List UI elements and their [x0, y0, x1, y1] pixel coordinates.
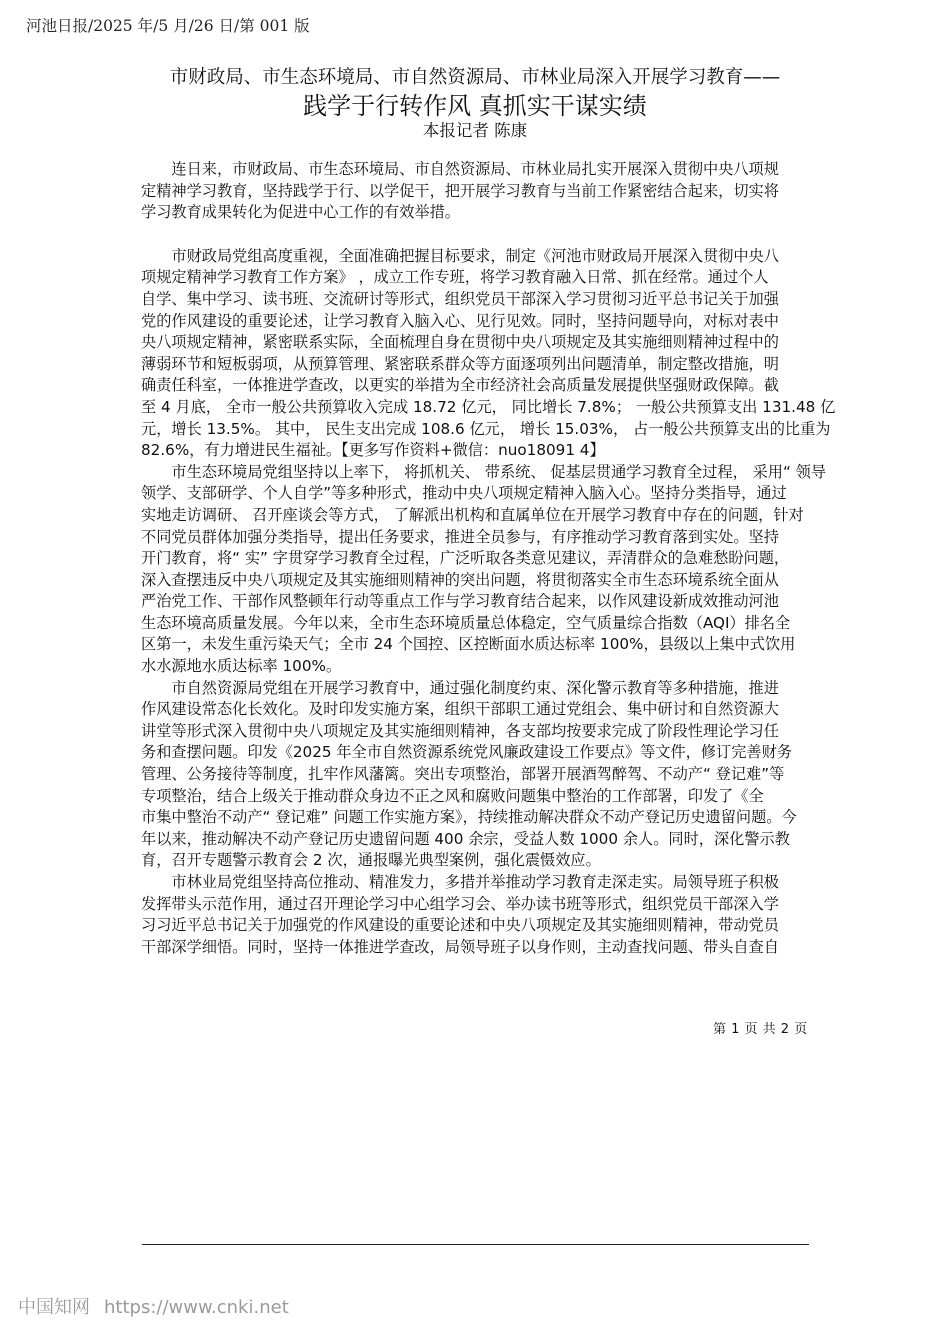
article-byline: 本报记者 陈康: [422, 121, 528, 140]
cnki-watermark: [18, 1293, 289, 1319]
article-subtitle: 市财政局、市生态环境局、市自然资源局、市林业局深入开展学习教育——: [169, 67, 781, 88]
paragraph-line: 区第一，未发生重污染天气；全市 24 个国控、区控断面水质达标率 100%，县级以上集中式饮用: [141, 635, 796, 654]
paragraph-line: 不同党员群体加强分类指导，提出任务要求，推进全员参与，有序推动学习教育落到实处。坚持: [141, 527, 779, 546]
paragraph-line: 育，召开专题警示教育会 2 次，通报曝光典型案例，强化震慑效应。: [141, 851, 601, 870]
paragraph-line: 元，增长 13.5%。 其中， 民生支出完成 108.6 亿元， 增长 15.03%， 占一般公共预算支出的比重为: [141, 419, 831, 438]
paragraph-line: 市财政局党组高度重视，全面准确把握目标要求，制定《河池市财政局开展深入贯彻中央八: [141, 246, 779, 265]
paragraph-line: 市集中整治不动产“ 登记难” 问题工作实施方案》，持续推动解决群众不动产登记历史遗留问题。今: [141, 808, 797, 827]
paragraph-ecology-bureau: [141, 462, 841, 678]
paragraph-line: 薄弱环节和短板弱项，从预算管理、紧密联系群众等方面逐项列出问题清单，制定整改措施，明: [141, 354, 779, 373]
paragraph-line: 自学、集中学习、读书班、交流研讨等形式，组织党员干部深入学习贯彻习近平总书记关于加强: [141, 289, 779, 308]
paragraph-line: 央八项规定精神，紧密联系实际，全面梳理自身在贯彻中央八项规定及其实施细则精神过程中的: [141, 333, 779, 352]
paragraph-line: 干部深学细悟。同时，坚持一体推进学查改，局领导班子以身作则，主动查找问题、带头自查自: [141, 937, 779, 956]
article-body: [141, 159, 841, 958]
page-number: 第 1 页 共 2 页: [713, 1022, 808, 1037]
paragraph-line: 领学、支部研学、个人自学”等多种形式，推动中央八项规定精神入脑入心。坚持分类指导，通过: [141, 484, 787, 503]
paragraph-line: 至 4 月底， 全市一般公共预算收入完成 18.72 亿元， 同比增长 7.8%； 一般公共预算支出 131.48 亿: [141, 397, 836, 416]
paragraph-line: 定精神学习教育，坚持践学于行、以学促干，把开展学习教育与当前工作紧密结合起来，切实将: [141, 181, 779, 200]
paragraph-gap: [141, 224, 841, 246]
watermark-url: https://www.cnki.net: [104, 1297, 289, 1318]
paragraph-line: 年以来，推动解决不动产登记历史遗留问题 400 余宗，受益人数 1000 余人。同时，深化警示教: [141, 829, 790, 848]
paragraph-line: 水水源地水质达标率 100%。: [141, 657, 342, 676]
paragraph-forestry-bureau: [141, 872, 841, 958]
source-line: 河池日报/2025 年/5 月/26 日/第 001 版: [26, 17, 310, 35]
paragraph-line: 确责任科室，一体推进学查改，以更实的举措为全市经济社会高质量发展提供坚强财政保障。截: [141, 376, 779, 395]
paragraph-line: 发挥带头示范作用，通过召开理论学习中心组学习会、举办读书班等形式，组织党员干部深入学: [141, 894, 779, 913]
article-title: 践学于行转作风 真抓实干谋实绩: [303, 92, 647, 120]
paragraph-line: 学习教育成果转化为促进中心工作的有效举措。: [141, 203, 460, 222]
paragraph-line: 党的作风建设的重要论述，让学习教育入脑入心、见行见效。同时，坚持问题导向，对标对表中: [141, 311, 779, 330]
paragraph-line: 市生态环境局党组坚持以上率下， 将抓机关、 带系统、 促基层贯通学习教育全过程， 采用“ 领导: [141, 462, 827, 481]
paragraph-line: 实地走访调研、 召开座谈会等方式， 了解派出机构和直属单位在开展学习教育中存在的问题，针对: [141, 505, 804, 524]
paragraph-line: 讲堂等形式深入贯彻中央八项规定及其实施细则精神，各支部均按要求完成了阶段性理论学习任: [141, 721, 779, 740]
paragraph-intro: [141, 159, 841, 224]
paragraph-line: 管理、公务接待等制度，扎牢作风藩篱。突出专项整治，部署开展酒驾醉驾、不动产“ 登记难”等: [141, 765, 785, 784]
paragraph-line: 严治党工作、干部作风整顿年行动等重点工作与学习教育结合起来，以作风建设新成效推动河池: [141, 592, 779, 611]
paragraph-line: 深入查摆违反中央八项规定及其实施细则精神的突出问题，将贯彻落实全市生态环境系统全面从: [141, 570, 779, 589]
paragraph-line: 项规定精神学习教育工作方案》 ，成立工作专班，将学习教育融入日常、抓在经常。通过个人: [141, 268, 769, 287]
paragraph-line: 82.6%，有力增进民生福祉。【更多写作资料+微信：nuo18091 4】: [141, 441, 605, 460]
paragraph-line: 习习近平总书记关于加强党的作风建设的重要论述和中央八项规定及其实施细则精神，带动党员: [141, 916, 779, 935]
paragraph-line: 生态环境高质量发展。今年以来，全市生态环境质量总体稳定，空气质量综合指数（AQI）排名全: [141, 613, 791, 632]
paragraph-line: 作风建设常态化长效化。及时印发实施方案，组织干部职工通过党组会、集中研讨和自然资源大: [141, 700, 779, 719]
paragraph-finance-bureau: [141, 246, 841, 462]
paragraph-line: 连日来，市财政局、市生态环境局、市自然资源局、市林业局扎实开展深入贯彻中央八项规: [141, 160, 779, 178]
paragraph-line: 市林业局党组坚持高位推动、精准发力，多措并举推动学习教育走深走实。局领导班子积极: [141, 873, 779, 891]
paragraph-line: 市自然资源局党组在开展学习教育中，通过强化制度约束、深化警示教育等多种措施，推进: [141, 678, 779, 697]
footer-divider: [142, 1244, 809, 1245]
paragraph-natural-resources-bureau: [141, 678, 841, 872]
paragraph-line: 专项整治，结合上级关于推动群众身边不正之风和腐败问题集中整治的工作部署，印发了《全: [141, 786, 764, 805]
paragraph-line: 开门教育，将“ 实” 字贯穿学习教育全过程，广泛听取各类意见建议，弄清群众的急难愁盼问题，: [141, 549, 790, 568]
paragraph-line: 务和查摆问题。印发《2025 年全市自然资源系统党风廉政建设工作要点》等文件，修订完善财务: [141, 743, 792, 762]
watermark-brand: 中国知网: [18, 1297, 90, 1318]
